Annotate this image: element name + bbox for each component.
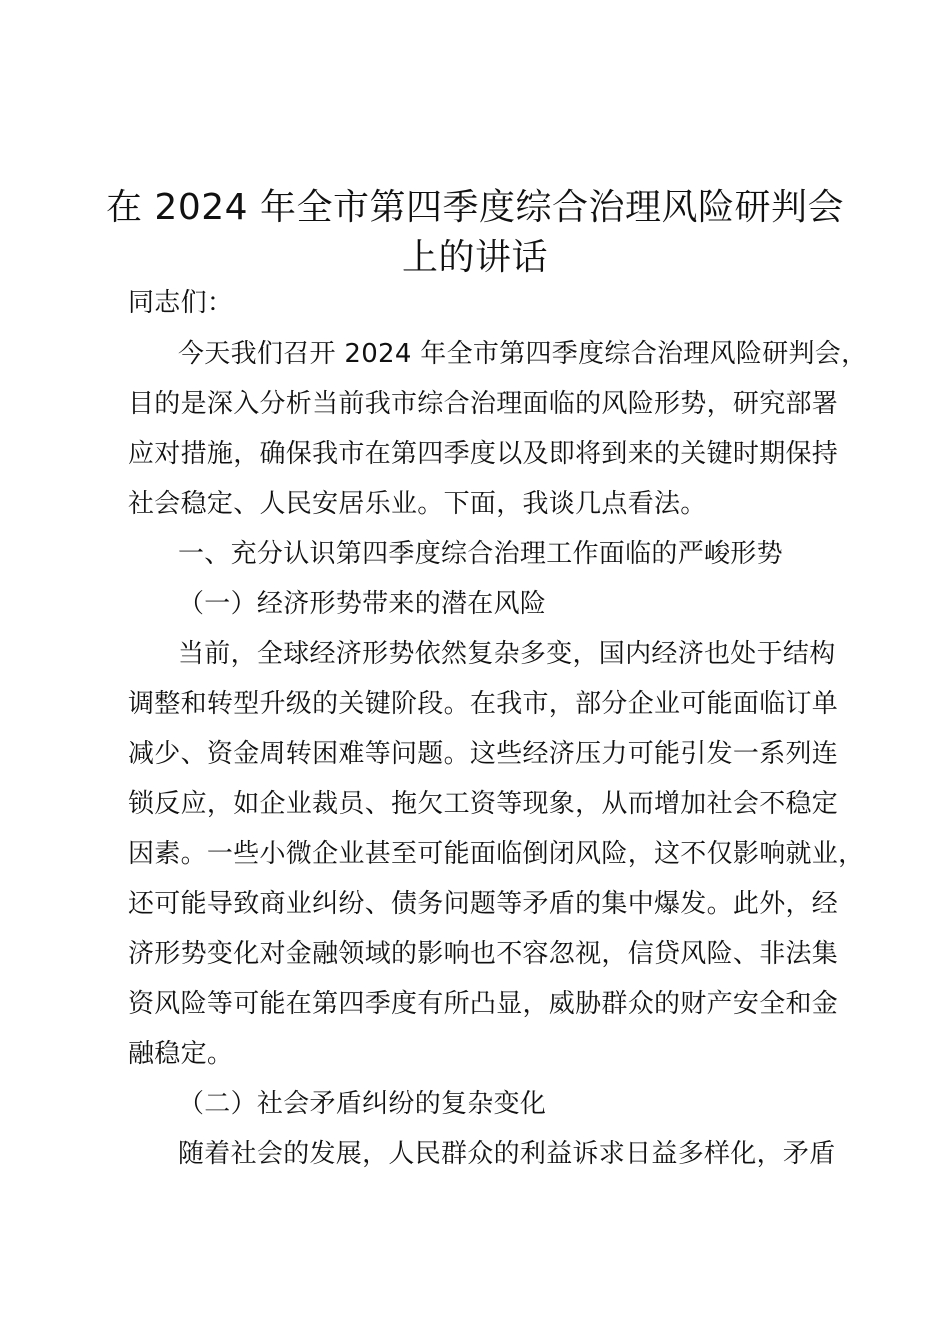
subsection-heading-1: （一）经济形势带来的潜在风险 bbox=[178, 589, 547, 619]
economy-line-6: 还可能导致商业纠纷、债务问题等矛盾的集中爆发。此外，经 bbox=[128, 889, 839, 919]
document-title-line-1: 在 2024 年全市第四季度综合治理风险研判会 bbox=[105, 187, 844, 228]
economy-line-7: 济形势变化对金融领域的影响也不容忽视，信贷风险、非法集 bbox=[128, 939, 839, 969]
intro-line-4: 社会稳定、人民安居乐业。下面，我谈几点看法。 bbox=[128, 489, 707, 519]
economy-line-3: 减少、资金周转困难等问题。这些经济压力可能引发一系列连 bbox=[128, 739, 839, 769]
subsection-heading-2: （二）社会矛盾纠纷的复杂变化 bbox=[178, 1089, 547, 1119]
economy-line-4: 锁反应，如企业裁员、拖欠工资等现象，从而增加社会不稳定 bbox=[128, 789, 839, 819]
document-title-line-2: 上的讲话 bbox=[401, 237, 548, 278]
economy-line-1: 当前，全球经济形势依然复杂多变，国内经济也处于结构 bbox=[178, 639, 836, 669]
intro-line-1: 今天我们召开 2024 年全市第四季度综合治理风险研判会， bbox=[178, 339, 868, 369]
intro-line-2: 目的是深入分析当前我市综合治理面临的风险形势，研究部署 bbox=[128, 389, 839, 419]
section-heading-1: 一、充分认识第四季度综合治理工作面临的严峻形势 bbox=[178, 539, 783, 569]
society-line-1: 随着社会的发展，人民群众的利益诉求日益多样化，矛盾 bbox=[178, 1139, 836, 1169]
economy-line-2: 调整和转型升级的关键阶段。在我市，部分企业可能面临订单 bbox=[128, 689, 839, 719]
economy-line-8: 资风险等可能在第四季度有所凸显，威胁群众的财产安全和金 bbox=[128, 989, 839, 1019]
salutation: 同志们： bbox=[128, 288, 234, 318]
intro-line-3: 应对措施，确保我市在第四季度以及即将到来的关键时期保持 bbox=[128, 439, 839, 469]
economy-line-9: 融稳定。 bbox=[128, 1039, 234, 1069]
economy-line-5: 因素。一些小微企业甚至可能面临倒闭风险，这不仅影响就业， bbox=[128, 839, 865, 869]
